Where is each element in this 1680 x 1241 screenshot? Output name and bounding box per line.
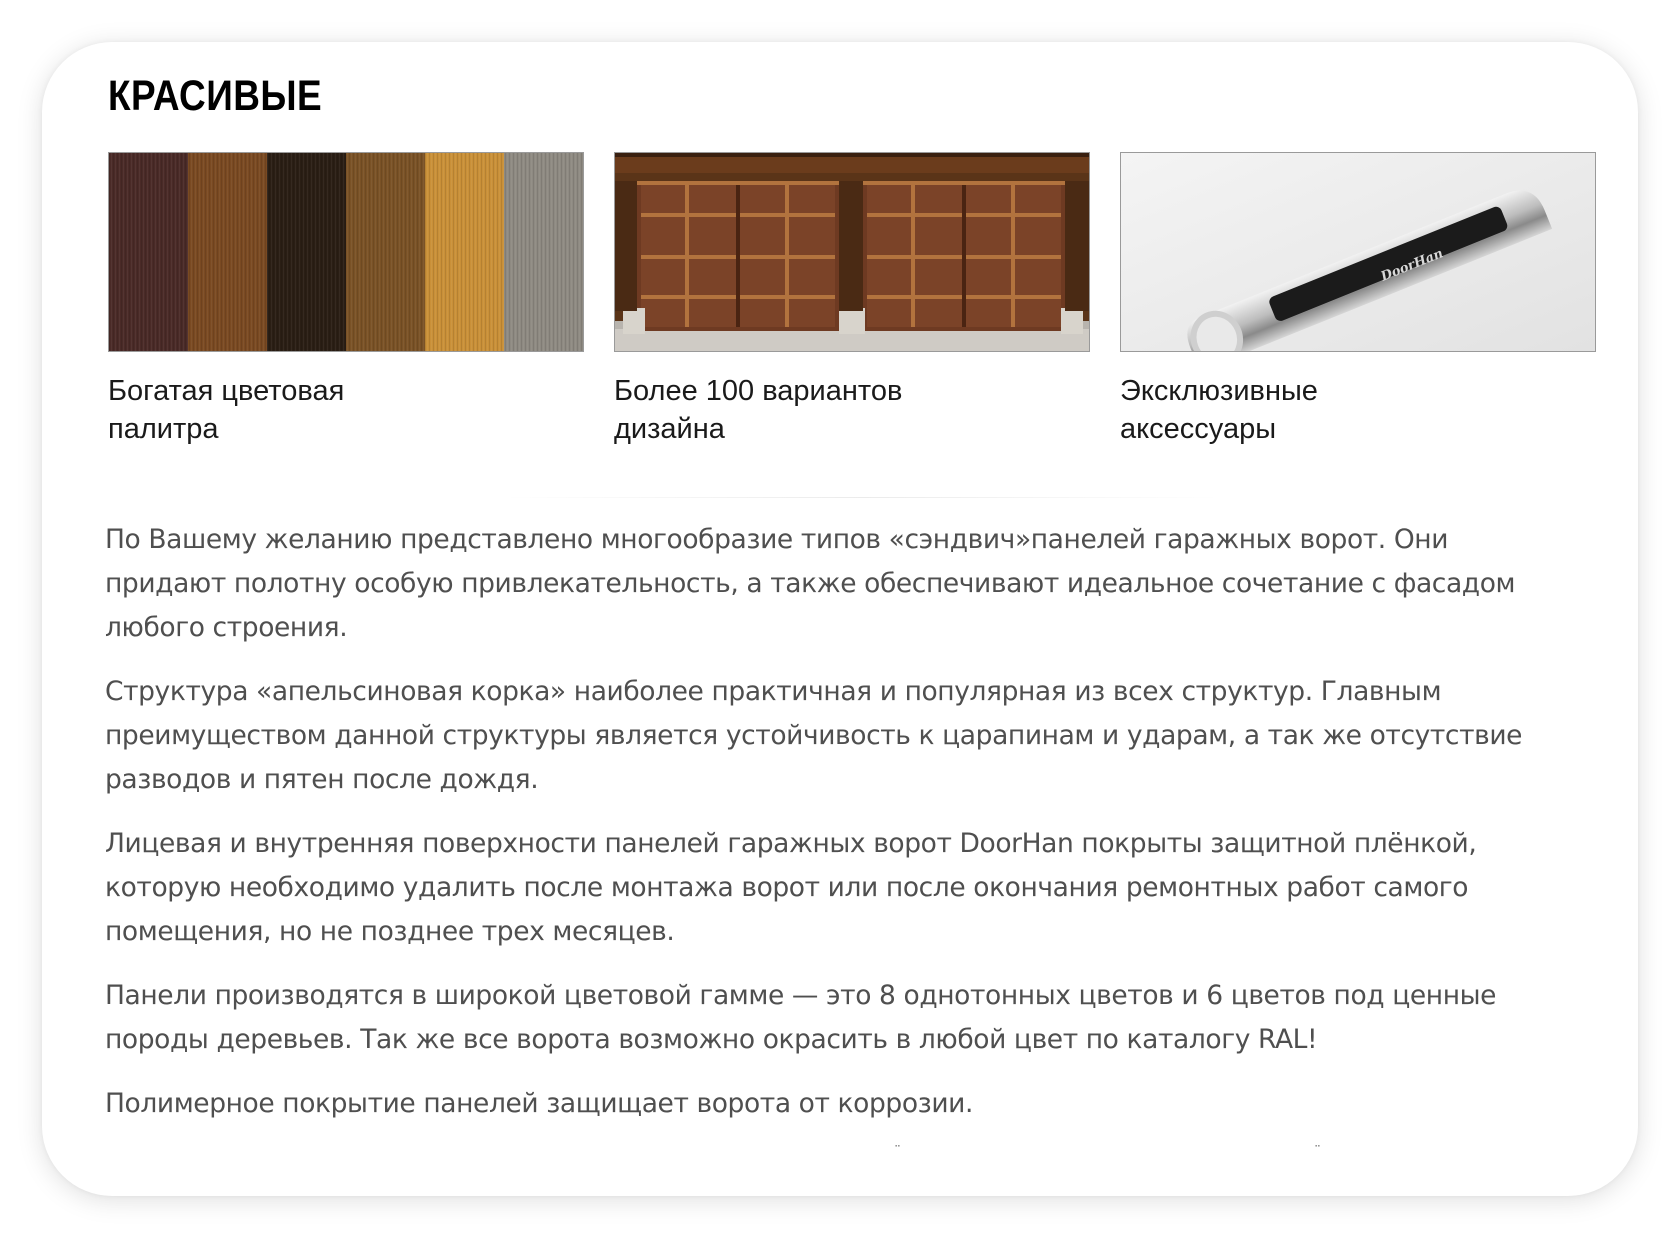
paragraph: Лицевая и внутренняя поверхности панелей гаражных ворот DoorHan покрыты защитной плёнкой, которую необходимо удалить после монтажа ворот или после окончания ремонтных работ самого помещения, но не позднее трех месяцев. <box>105 828 1477 947</box>
feature-accessories <box>1120 152 1596 448</box>
feature-caption: Эксклюзивные аксессуары <box>1120 375 1318 445</box>
garage-doors-svg <box>615 153 1089 351</box>
section-divider <box>502 497 1222 498</box>
feature-caption: Богатая цветовая палитра <box>108 375 345 445</box>
garage-door-right <box>863 181 1065 331</box>
feature-caption: Более 100 вариантов дизайна <box>614 375 903 445</box>
door-handle-image <box>1120 152 1596 352</box>
door-handle-svg <box>1121 153 1595 351</box>
features-row <box>108 152 1590 492</box>
artifact-mark: ¨ <box>894 1144 901 1160</box>
section-heading: КРАСИВЫЕ <box>108 72 323 120</box>
paragraph: Панели производятся в широкой цветовой гамме — это 8 однотонных цветов и 6 цветов под ценные породы деревьев. Так же все ворота возможно окрасить в любой цвет по каталогу RAL! <box>105 980 1497 1055</box>
feature-color-palette <box>108 152 584 448</box>
color-swatches-image <box>108 152 584 352</box>
handle-brand-mark: DoorHan <box>1378 246 1446 285</box>
wood-swatches-svg <box>109 153 583 351</box>
description-text <box>105 518 1575 1146</box>
garage-door-left <box>637 181 839 331</box>
feature-design-variants <box>614 152 1090 448</box>
paragraph: Полимерное покрытие панелей защищает ворота от коррозии. <box>105 1088 973 1119</box>
paragraph: По Вашему желанию представлено многообразие типов «сэндвич»панелей гаражных ворот. Они придают полотну особую привлекательность, а также обеспечивают идеальное сочетание с фасадом любого строения. <box>105 524 1516 643</box>
artifact-mark: ¨ <box>1314 1144 1321 1160</box>
garage-doors-image <box>614 152 1090 352</box>
content-card <box>42 42 1638 1196</box>
paragraph: Структура «апельсиновая корка» наиболее практичная и популярная из всех структур. Главным преимуществом данной структуры является устойчивость к царапинам и ударам, а так же отсутствие разводов и пятен после дождя. <box>105 676 1523 795</box>
